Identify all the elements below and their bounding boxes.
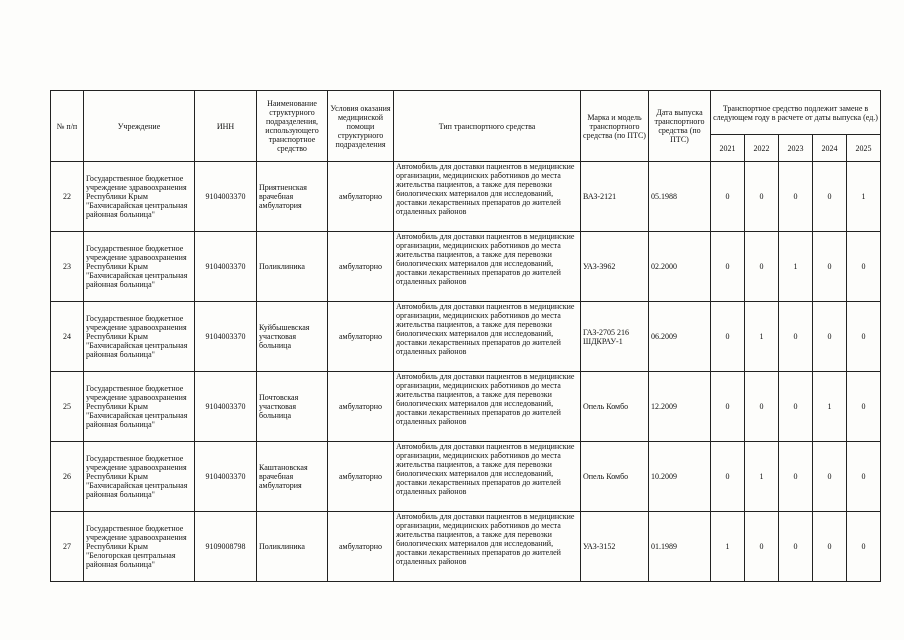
cell-year-2021: 0 [711, 372, 745, 442]
header-year-2023: 2023 [779, 135, 813, 162]
cell-year-2022: 0 [745, 512, 779, 582]
cell-vehicle-type: Автомобиль для доставки пациентов в медицинские организации, медицинских работников до места жительства пациентов, а также для перевозки биологических материалов для исследований, доставки лекарственных препаратов до жителей отдаленных районов [394, 302, 581, 372]
cell-inn: 9104003370 [195, 162, 257, 232]
cell-year-2025: 0 [847, 442, 881, 512]
cell-vehicle-type: Автомобиль для доставки пациентов в медицинские организации, медицинских работников до места жительства пациентов, а также для перевозки биологических материалов для исследований, доставки лекарственных препаратов до жителей отдаленных районов [394, 372, 581, 442]
cell-brand-model: ВАЗ-2121 [581, 162, 649, 232]
cell-year-2021: 0 [711, 302, 745, 372]
cell-brand-model: Опель Комбо [581, 442, 649, 512]
cell-subdivision: Поликлиника [257, 232, 328, 302]
cell-year-2021: 0 [711, 232, 745, 302]
cell-inn: 9109008798 [195, 512, 257, 582]
cell-issue-date: 05.1988 [649, 162, 711, 232]
header-issue-date: Дата выпуска транспортного средства (по ПТС) [649, 91, 711, 162]
cell-year-2022: 1 [745, 302, 779, 372]
cell-num: 24 [51, 302, 84, 372]
cell-num: 23 [51, 232, 84, 302]
cell-conditions: амбулаторно [328, 162, 394, 232]
cell-brand-model: УАЗ-3962 [581, 232, 649, 302]
cell-year-2025: 0 [847, 232, 881, 302]
cell-year-2023: 0 [779, 512, 813, 582]
cell-issue-date: 01.1989 [649, 512, 711, 582]
cell-year-2022: 0 [745, 162, 779, 232]
header-year-2021: 2021 [711, 135, 745, 162]
cell-year-2025: 1 [847, 162, 881, 232]
cell-year-2023: 0 [779, 442, 813, 512]
cell-issue-date: 02.2000 [649, 232, 711, 302]
cell-institution: Государственное бюджетное учреждение здравоохранения Республики Крым "Бахчисарайская центральная районная больница" [84, 372, 195, 442]
cell-num: 25 [51, 372, 84, 442]
cell-year-2023: 0 [779, 302, 813, 372]
cell-year-2025: 0 [847, 302, 881, 372]
cell-institution: Государственное бюджетное учреждение здравоохранения Республики Крым "Белогорская центральная районная больница" [84, 512, 195, 582]
cell-institution: Государственное бюджетное учреждение здравоохранения Республики Крым "Бахчисарайская центральная районная больница" [84, 162, 195, 232]
cell-brand-model: УАЗ-3152 [581, 512, 649, 582]
table-body [51, 162, 881, 582]
cell-year-2024: 0 [813, 162, 847, 232]
cell-conditions: амбулаторно [328, 302, 394, 372]
cell-num: 26 [51, 442, 84, 512]
table-row [51, 232, 881, 302]
cell-year-2022: 0 [745, 232, 779, 302]
header-institution: Учреждение [84, 91, 195, 162]
cell-conditions: амбулаторно [328, 372, 394, 442]
table-row [51, 372, 881, 442]
table-row [51, 162, 881, 232]
cell-inn: 9104003370 [195, 372, 257, 442]
table-row [51, 512, 881, 582]
cell-vehicle-type: Автомобиль для доставки пациентов в медицинские организации, медицинских работников до места жительства пациентов, а также для перевозки биологических материалов для исследований, доставки лекарственных препаратов до жителей отдаленных районов [394, 232, 581, 302]
header-replacement-group: Транспортное средство подлежит замене в следующем году в расчете от даты выпуска (ед.) [711, 91, 881, 135]
cell-year-2023: 0 [779, 162, 813, 232]
cell-subdivision: Приятненская врачебная амбулатория [257, 162, 328, 232]
cell-inn: 9104003370 [195, 442, 257, 512]
cell-year-2025: 0 [847, 512, 881, 582]
cell-num: 27 [51, 512, 84, 582]
cell-subdivision: Почтовская участковая больница [257, 372, 328, 442]
cell-year-2024: 0 [813, 302, 847, 372]
header-year-2022: 2022 [745, 135, 779, 162]
cell-conditions: амбулаторно [328, 232, 394, 302]
cell-inn: 9104003370 [195, 232, 257, 302]
header-brand-model: Марка и модель транспортного средства (по ПТС) [581, 91, 649, 162]
cell-year-2023: 0 [779, 372, 813, 442]
cell-institution: Государственное бюджетное учреждение здравоохранения Республики Крым "Бахчисарайская центральная районная больница" [84, 232, 195, 302]
cell-year-2022: 1 [745, 442, 779, 512]
header-vehicle-type: Тип транспортного средства [394, 91, 581, 162]
cell-vehicle-type: Автомобиль для доставки пациентов в медицинские организации, медицинских работников до места жительства пациентов, а также для перевозки биологических материалов для исследований, доставки лекарственных препаратов до жителей отдаленных районов [394, 512, 581, 582]
header-conditions: Условия оказания медицинской помощи структурного подразделения [328, 91, 394, 162]
cell-issue-date: 12.2009 [649, 372, 711, 442]
table-row [51, 442, 881, 512]
cell-brand-model: Опель Комбо [581, 372, 649, 442]
vehicle-registry-table [50, 90, 881, 582]
cell-institution: Государственное бюджетное учреждение здравоохранения Республики Крым "Бахчисарайская центральная районная больница" [84, 302, 195, 372]
cell-year-2024: 0 [813, 512, 847, 582]
cell-subdivision: Поликлиника [257, 512, 328, 582]
header-inn: ИНН [195, 91, 257, 162]
cell-year-2024: 1 [813, 372, 847, 442]
cell-vehicle-type: Автомобиль для доставки пациентов в медицинские организации, медицинских работников до места жительства пациентов, а также для перевозки биологических материалов для исследований, доставки лекарственных препаратов до жителей отдаленных районов [394, 162, 581, 232]
cell-subdivision: Куйбышевская участковая больница [257, 302, 328, 372]
cell-brand-model: ГАЗ-2705 216 ШДКРАУ-1 [581, 302, 649, 372]
header-year-2024: 2024 [813, 135, 847, 162]
cell-issue-date: 06.2009 [649, 302, 711, 372]
header-num: № п/п [51, 91, 84, 162]
cell-inn: 9104003370 [195, 302, 257, 372]
cell-institution: Государственное бюджетное учреждение здравоохранения Республики Крым "Бахчисарайская центральная районная больница" [84, 442, 195, 512]
cell-issue-date: 10.2009 [649, 442, 711, 512]
header-year-2025: 2025 [847, 135, 881, 162]
header-subdivision: Наименование структурного подразделения, использующего транспортное средство [257, 91, 328, 162]
cell-conditions: амбулаторно [328, 442, 394, 512]
cell-num: 22 [51, 162, 84, 232]
cell-year-2021: 1 [711, 512, 745, 582]
cell-vehicle-type: Автомобиль для доставки пациентов в медицинские организации, медицинских работников до места жительства пациентов, а также для перевозки биологических материалов для исследований, доставки лекарственных препаратов до жителей отдаленных районов [394, 442, 581, 512]
cell-year-2021: 0 [711, 442, 745, 512]
cell-year-2024: 0 [813, 232, 847, 302]
cell-year-2024: 0 [813, 442, 847, 512]
cell-year-2023: 1 [779, 232, 813, 302]
cell-subdivision: Каштановская врачебная амбулатория [257, 442, 328, 512]
table-row [51, 302, 881, 372]
cell-year-2021: 0 [711, 162, 745, 232]
table-header [51, 91, 881, 162]
cell-conditions: амбулаторно [328, 512, 394, 582]
cell-year-2022: 0 [745, 372, 779, 442]
cell-year-2025: 0 [847, 372, 881, 442]
